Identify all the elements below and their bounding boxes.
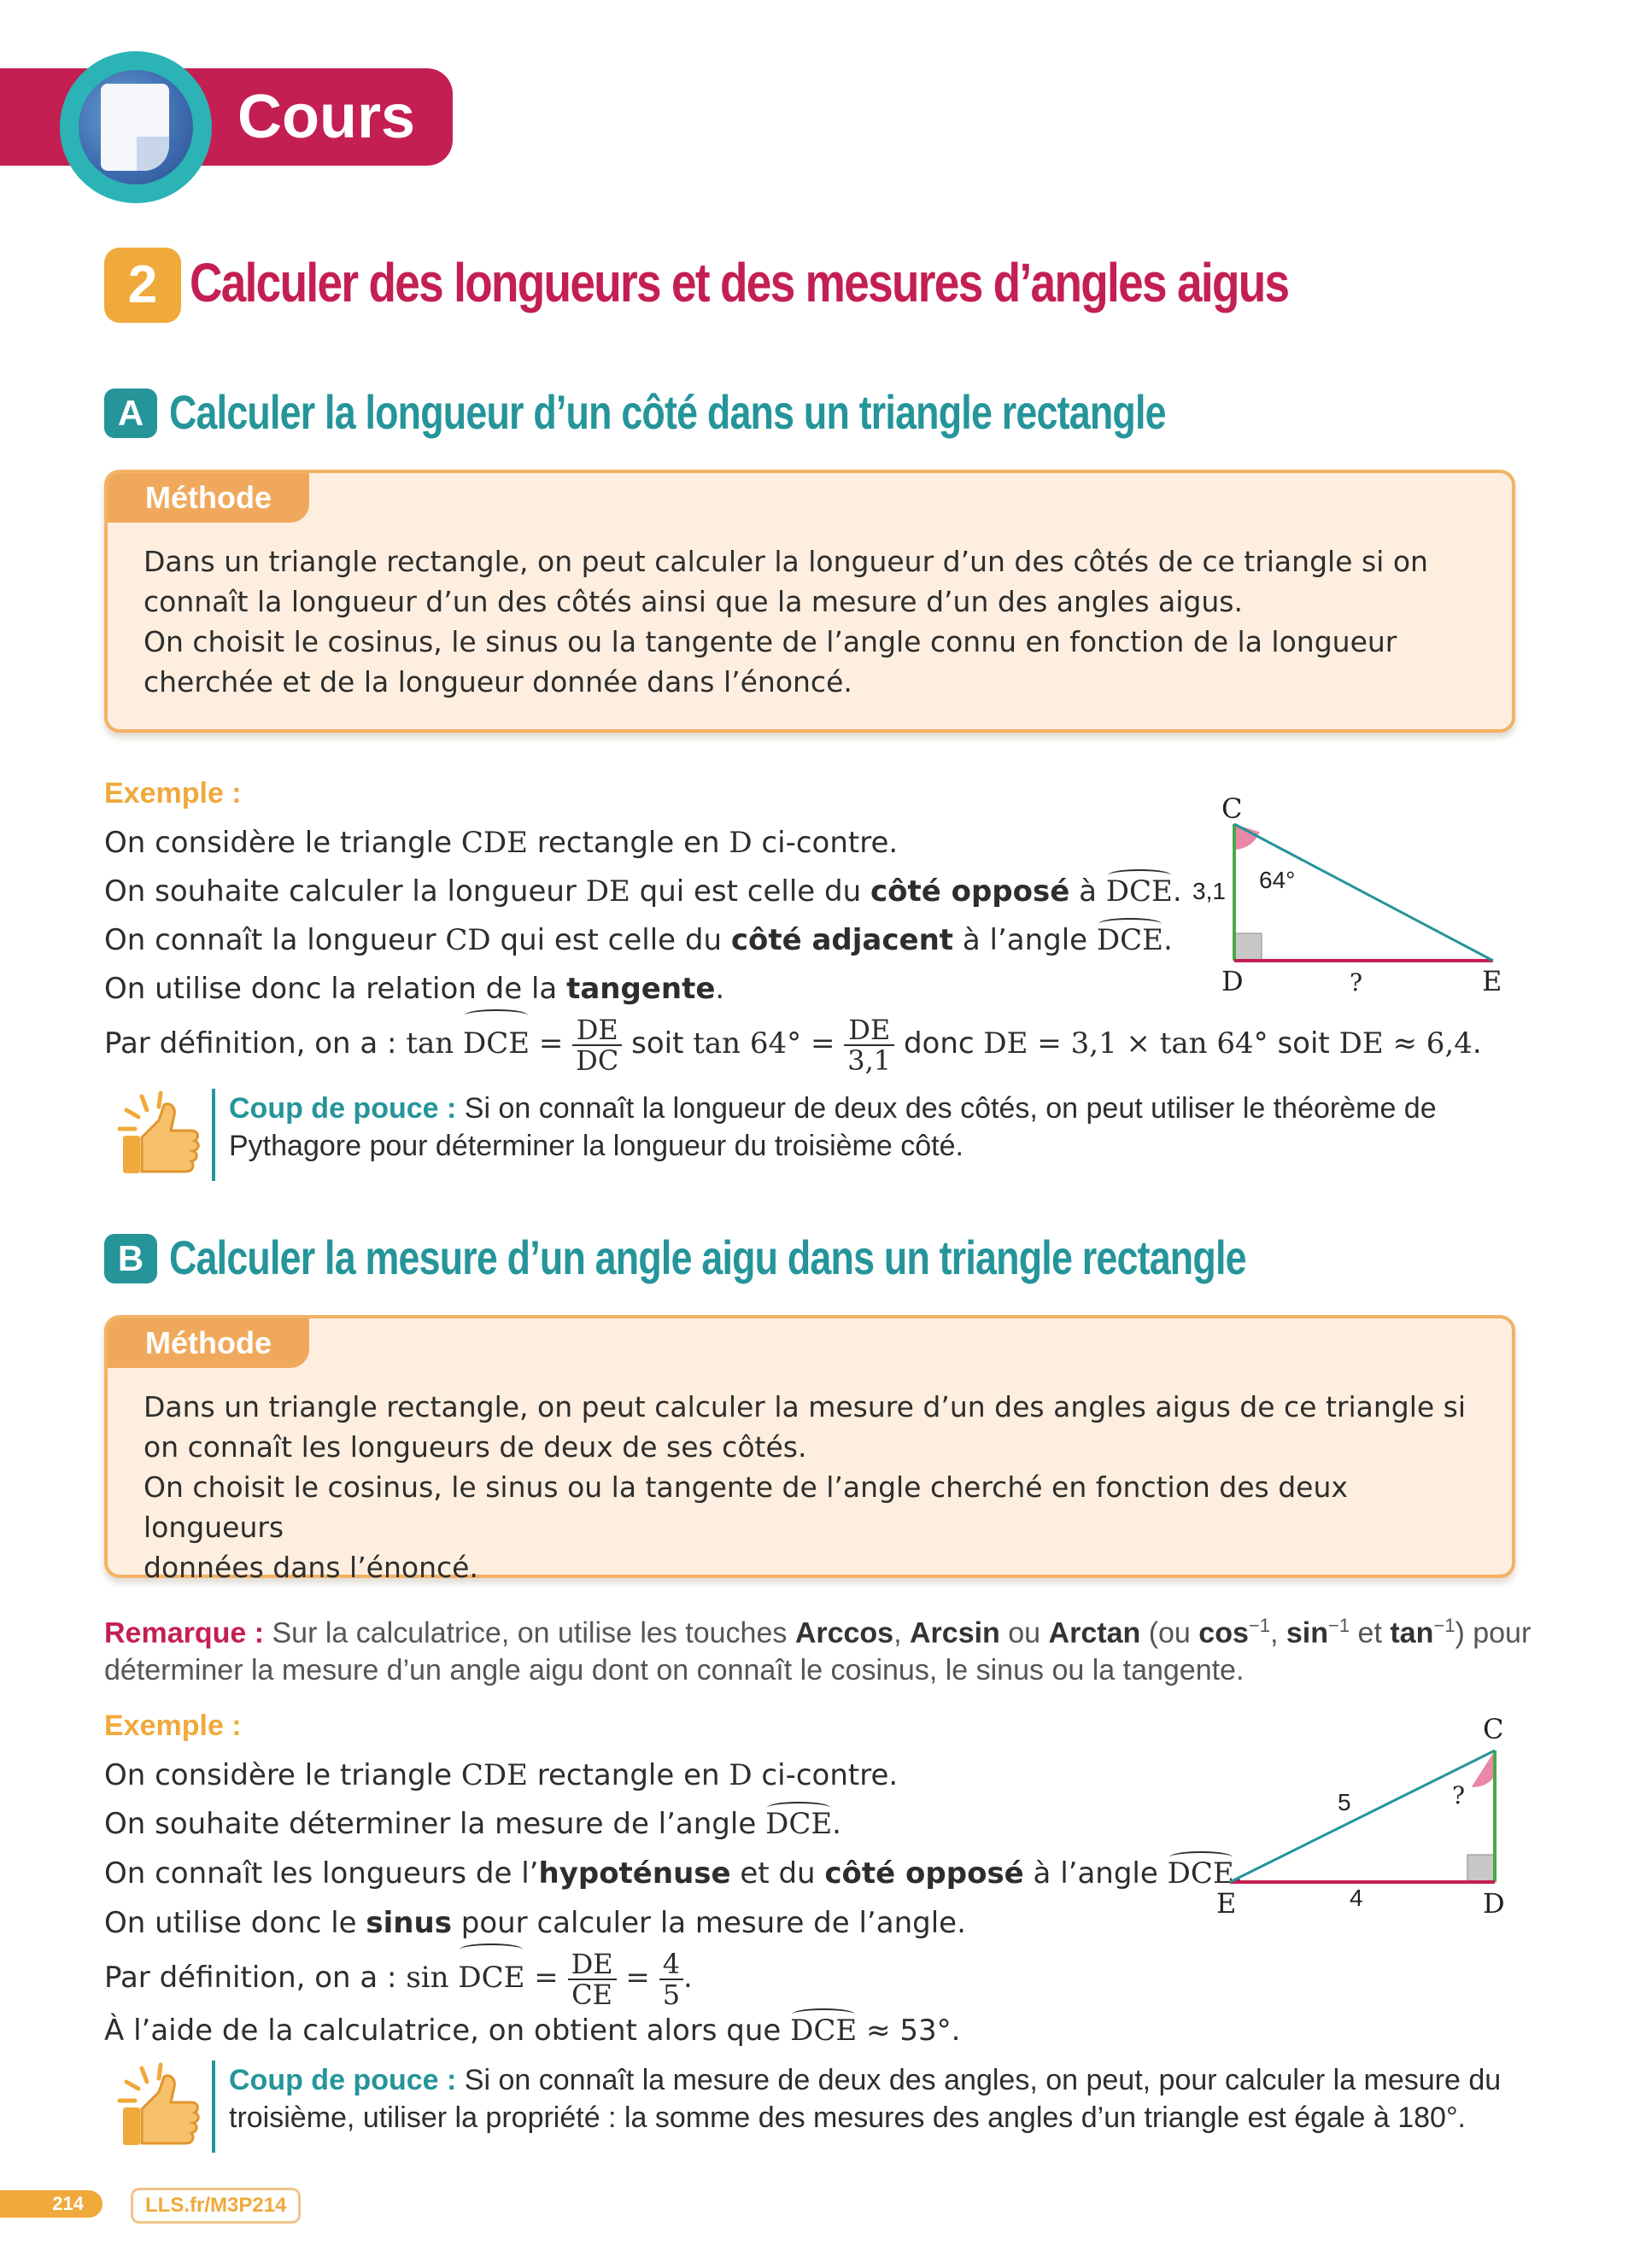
text: Si on connaît la longueur de deux des côtés, on peut utiliser le théorème de	[456, 1092, 1437, 1125]
key-arcsin: Arcsin	[910, 1616, 1000, 1650]
text: soit	[622, 1026, 694, 1061]
method-text-a	[144, 541, 1493, 702]
method-line: connaît la longueur d’un des côtés ainsi que la mesure d’un des angles aigus.	[144, 585, 1243, 618]
part-b-badge: B	[104, 1234, 157, 1283]
vertex-e: E	[1482, 965, 1502, 997]
vertex-c: C	[1483, 1713, 1504, 1745]
bold-text: côté opposé	[824, 1856, 1024, 1891]
text: .	[1472, 1026, 1482, 1061]
text: donc	[894, 1026, 984, 1061]
label-side-de: ?	[1350, 968, 1363, 997]
label-angle: 64°	[1259, 867, 1296, 893]
text: ≈ 53°.	[857, 2014, 961, 2048]
text: On souhaite déterminer la mesure de l’angle	[104, 1807, 766, 1841]
thumbs-up-icon	[109, 2058, 203, 2152]
math-text: DE ≈ 6,4	[1338, 1026, 1473, 1061]
math-text: D	[729, 826, 753, 860]
math-text: D	[729, 1758, 753, 1792]
method-box-b	[104, 1315, 1515, 1584]
text: qui est celle du	[630, 874, 870, 909]
text: .	[832, 1807, 841, 1841]
remark-label: Remarque :	[104, 1616, 265, 1650]
header-title: Cours	[237, 83, 416, 151]
method-line: données dans l’énoncé.	[144, 1551, 478, 1584]
text: On considère le triangle	[104, 1758, 461, 1792]
vertex-e: E	[1216, 1887, 1237, 1920]
fraction	[568, 1949, 617, 2009]
text: On connaît les longueurs de l’	[104, 1856, 539, 1891]
denominator: CE	[571, 1978, 612, 2011]
numerator: DE	[844, 1015, 894, 1046]
math-text: =	[524, 1961, 568, 1995]
text: ,	[893, 1616, 910, 1650]
text: .	[683, 1961, 693, 1995]
bold-text: sinus	[366, 1906, 452, 1940]
method-line: on connaît les longueurs de deux de ses côtés.	[144, 1430, 807, 1464]
text: ,	[1269, 1616, 1286, 1650]
tip-divider-b	[212, 2060, 215, 2153]
angle-notation: DCE	[463, 1013, 530, 1074]
key-arccos: Arccos	[794, 1616, 894, 1650]
example-label-b: Exemple :	[104, 1710, 242, 1742]
math-text: DE = 3,1 × tan 64°	[983, 1026, 1268, 1061]
label-side-ce: 5	[1338, 1789, 1351, 1815]
text: (ou	[1140, 1616, 1199, 1650]
tip-b	[229, 2061, 1501, 2136]
triangle-figure-a	[1192, 786, 1520, 999]
tip-a-line-2: Pythagore pour déterminer la longueur du troisième côté.	[229, 1130, 964, 1162]
right-angle-mark	[1467, 1855, 1495, 1882]
text: pour calculer la mesure de l’angle.	[451, 1906, 966, 1940]
text: On considère le triangle	[104, 826, 461, 860]
label-side-cd: 3,1	[1192, 878, 1226, 904]
thumbs-up-icon	[109, 1086, 203, 1180]
text: Par définition, on a :	[104, 1026, 407, 1061]
angle-notation: DCE	[458, 1947, 524, 2008]
angle-notation: DCE	[765, 1807, 833, 1841]
text: On utilise donc le	[104, 1906, 366, 1940]
tip-a	[229, 1090, 1437, 1165]
method-line: On choisit le cosinus, le sinus ou la tangente de l’angle cherché en fonction des deux longueurs	[144, 1470, 1348, 1544]
angle-mark	[1234, 824, 1260, 850]
math-text: CDE	[460, 1758, 528, 1792]
bold-text: côté adjacent	[730, 923, 954, 957]
tip-b-line-1	[229, 2061, 1501, 2099]
angle-notation: DCE	[1167, 1856, 1234, 1891]
right-angle-mark	[1234, 933, 1262, 961]
angle-notation: DCE	[1096, 923, 1163, 957]
bold-text: tangente	[566, 972, 716, 1006]
text: rectangle en	[527, 826, 729, 860]
math-text: =	[616, 1961, 659, 1995]
method-line: Dans un triangle rectangle, on peut calculer la longueur d’un des côtés de ce triangle si on	[144, 545, 1428, 578]
math-text: DE	[585, 874, 630, 909]
text: qui est celle du	[490, 923, 731, 957]
example-b-line-2	[104, 1805, 841, 1843]
example-b-line-5	[104, 1947, 693, 2009]
text: à	[1069, 874, 1106, 909]
method-line: On choisit le cosinus, le sinus ou la tangente de l’angle connu en fonction de la longueur	[144, 625, 1397, 658]
text: À l’aide de la calculatrice, on obtient alors que	[104, 2014, 791, 2048]
math-text: =	[530, 1026, 573, 1061]
denominator: 3,1	[847, 1043, 892, 1077]
text: ci-contre.	[752, 1758, 899, 1792]
math-text: CD	[445, 923, 491, 957]
remark-line-1	[104, 1607, 1531, 1651]
page-number: 214	[0, 2190, 102, 2218]
key-tan-inverse: tan	[1390, 1616, 1434, 1650]
method-label-b: Méthode	[108, 1318, 309, 1368]
superscript: −1	[1248, 1615, 1270, 1636]
example-b-line-4	[104, 1904, 966, 1942]
text: et	[1350, 1616, 1391, 1650]
resource-link[interactable]: LLS.fr/M3P214	[131, 2188, 301, 2224]
angle-notation: DCE	[1105, 874, 1173, 909]
text: ) pour	[1455, 1616, 1532, 1650]
method-text-b	[144, 1387, 1493, 1587]
tip-label: Coup de pouce :	[229, 2064, 457, 2096]
example-a-line-5	[104, 1013, 1482, 1075]
example-a-line-1	[104, 824, 898, 862]
text: ci-contre.	[752, 826, 899, 860]
side-ce	[1230, 1751, 1495, 1882]
part-b-title: Calculer la mesure d’un angle aigu dans un triangle rectangle	[169, 1230, 1246, 1284]
math-text: tan	[406, 1026, 463, 1061]
tip-divider-a	[212, 1089, 215, 1181]
text: et du	[730, 1856, 825, 1891]
example-a-line-4	[104, 970, 724, 1008]
text: .	[1172, 874, 1182, 909]
text: à l’angle	[953, 923, 1097, 957]
example-b-line-3	[104, 1855, 1244, 1892]
text: On souhaite calculer la longueur	[104, 874, 586, 909]
method-box-a	[104, 470, 1515, 733]
key-sin-inverse: sin	[1286, 1616, 1329, 1650]
text: Sur la calculatrice, on utilise les touches	[264, 1616, 795, 1650]
method-line: Dans un triangle rectangle, on peut calculer la mesure d’un des angles aigus de ce triangle si	[144, 1390, 1467, 1423]
text: On utilise donc la relation de la	[104, 972, 567, 1006]
bold-text: côté opposé	[870, 874, 1070, 909]
method-label-a: Méthode	[108, 473, 309, 523]
text: Si on connaît la mesure de deux des angles, on peut, pour calculer la mesure du	[456, 2064, 1502, 2096]
numerator: DE	[572, 1015, 622, 1046]
remark-line-2: déterminer la mesure d’un angle aigu dont on connaît le cosinus, le sinus ou la tangente.	[104, 1654, 1245, 1687]
vertex-c: C	[1221, 792, 1243, 825]
label-angle: ?	[1452, 1781, 1466, 1809]
example-label-a: Exemple :	[104, 777, 242, 810]
fraction	[572, 1015, 622, 1075]
tip-a-line-1	[229, 1090, 1437, 1127]
math-text: CDE	[460, 826, 528, 860]
remark-b	[104, 1607, 1531, 1689]
denominator: DC	[576, 1043, 619, 1077]
numerator: 4	[659, 1949, 683, 1980]
text: rectangle en	[527, 1758, 729, 1792]
label-side-ed: 4	[1350, 1885, 1363, 1911]
section-title: Calculer des longueurs et des mesures d’angles aigus	[190, 252, 1289, 313]
fraction	[659, 1949, 683, 2009]
angle-notation: DCE	[790, 2014, 858, 2048]
text: soit	[1268, 1026, 1339, 1061]
math-text: =	[801, 1026, 845, 1061]
part-a-badge: A	[104, 389, 157, 438]
text: à l’angle	[1023, 1856, 1168, 1891]
key-arctan: Arctan	[1048, 1616, 1141, 1650]
math-text: tan 64°	[693, 1026, 802, 1061]
fraction	[844, 1015, 894, 1075]
superscript: −1	[1328, 1615, 1350, 1636]
bold-text: hypoténuse	[538, 1856, 731, 1891]
tip-label: Coup de pouce :	[229, 1092, 457, 1125]
vertex-d: D	[1483, 1887, 1505, 1920]
tip-b-line-2: troisième, utiliser la propriété : la somme des mesures des angles d’un triangle est égale à 180°.	[229, 2101, 1467, 2134]
math-text: sin	[406, 1961, 459, 1995]
section-number-badge: 2	[104, 248, 181, 323]
text: Par définition, on a :	[104, 1961, 407, 1995]
example-a-line-2	[104, 873, 1182, 910]
text: .	[715, 972, 725, 1006]
superscript: −1	[1433, 1615, 1456, 1636]
example-b-line-1	[104, 1757, 898, 1794]
text: On connaît la longueur	[104, 923, 446, 957]
text: .	[1233, 1856, 1244, 1891]
method-line: cherchée et de la longueur donnée dans l’énoncé.	[144, 665, 852, 699]
example-b-line-6	[104, 2012, 960, 2049]
numerator: DE	[568, 1949, 617, 1980]
triangle-figure-b	[1213, 1708, 1520, 1921]
text: ou	[999, 1616, 1049, 1650]
part-a-title: Calculer la longueur d’un côté dans un triangle rectangle	[169, 385, 1166, 439]
example-a-line-3	[104, 921, 1173, 959]
denominator: 5	[662, 1978, 681, 2011]
vertex-d: D	[1221, 965, 1244, 997]
text: .	[1163, 923, 1173, 957]
key-cos-inverse: cos	[1198, 1616, 1249, 1650]
